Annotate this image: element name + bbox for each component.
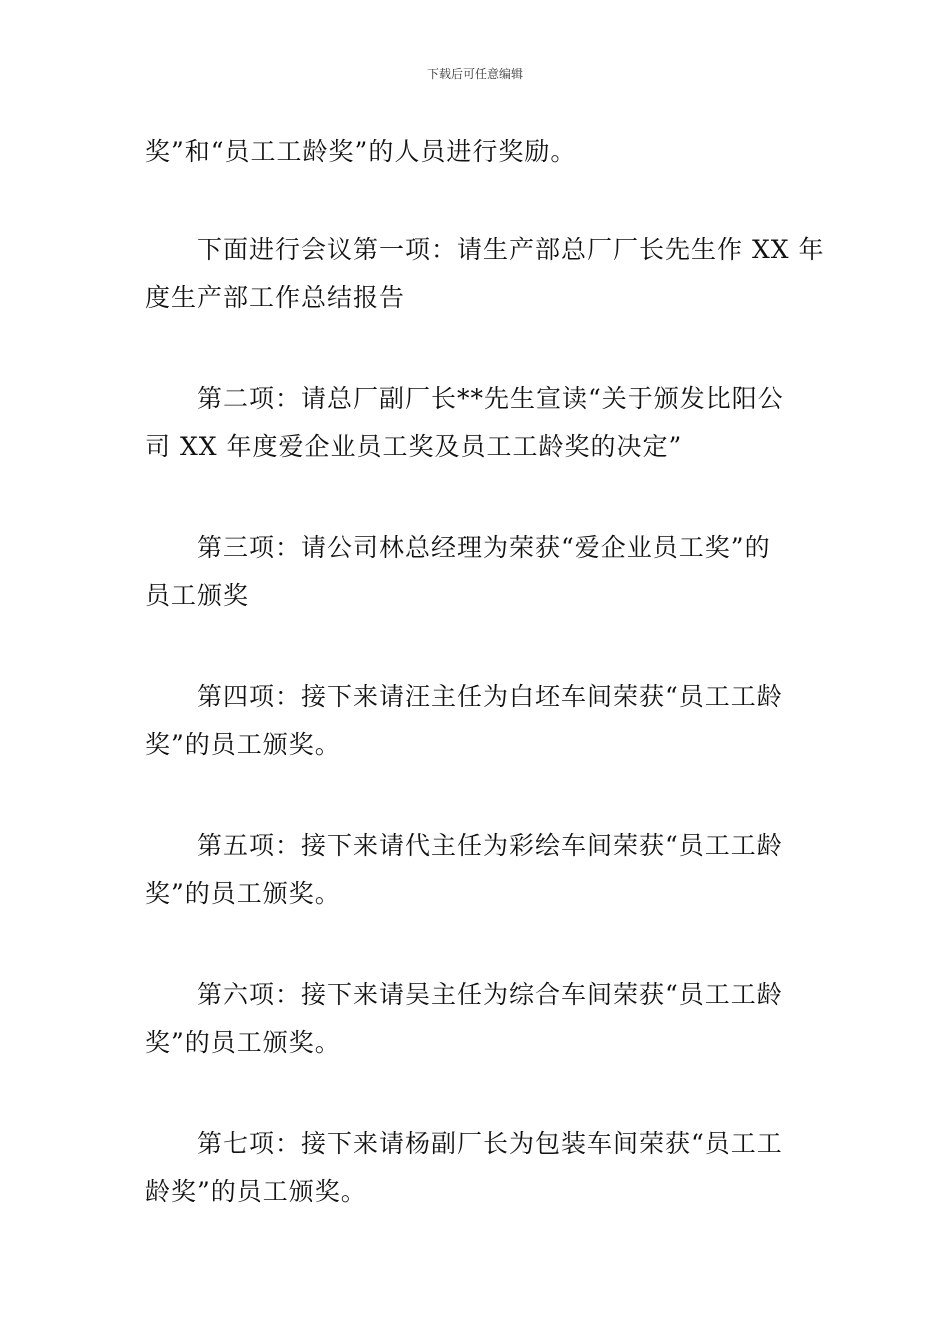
paragraph-line: 第三项：请公司林总经理为荣获“爱企业员工奖”的 — [197, 533, 771, 562]
paragraph-line: 下面进行会议第一项：请生产部总厂厂长先生作 XX 年 — [197, 235, 825, 264]
paragraph-item-6 — [145, 971, 810, 1067]
header-note: 下载后可任意编辑 — [426, 67, 523, 81]
paragraph-line: 奖”的员工颁奖。 — [145, 1028, 341, 1057]
paragraph-item-3 — [145, 524, 810, 620]
paragraph-line: 度生产部工作总结报告 — [145, 283, 406, 312]
paragraph-item-2 — [145, 375, 810, 471]
paragraph-line: 奖”和“员工工龄奖”的人员进行奖励。 — [145, 137, 577, 166]
paragraph-line: 第六项：接下来请吴主任为综合车间荣获“员工工龄 — [197, 980, 783, 1009]
paragraph-line: 第七项：接下来请杨副厂长为包装车间荣获“员工工 — [197, 1129, 783, 1158]
paragraph-line: 奖”的员工颁奖。 — [145, 879, 341, 908]
paragraph-line: 第四项：接下来请汪主任为白坯车间荣获“员工工龄 — [197, 682, 783, 711]
paragraph-line: 员工颁奖 — [145, 581, 250, 610]
paragraph-intro-continuation — [145, 128, 810, 176]
paragraph-line: 奖”的员工颁奖。 — [145, 730, 341, 759]
paragraph-line: 第二项：请总厂副厂长**先生宣读“关于颁发比阳公 — [197, 384, 784, 413]
paragraph-item-1 — [145, 226, 825, 322]
paragraph-item-7 — [145, 1120, 810, 1216]
paragraph-item-5 — [145, 822, 810, 918]
paragraph-item-4 — [145, 673, 810, 769]
paragraph-line: 第五项：接下来请代主任为彩绘车间荣获“员工工龄 — [197, 831, 783, 860]
paragraph-line: 龄奖”的员工颁奖。 — [145, 1177, 367, 1206]
paragraph-line: 司 XX 年度爱企业员工奖及员工工龄奖的决定” — [145, 432, 683, 461]
